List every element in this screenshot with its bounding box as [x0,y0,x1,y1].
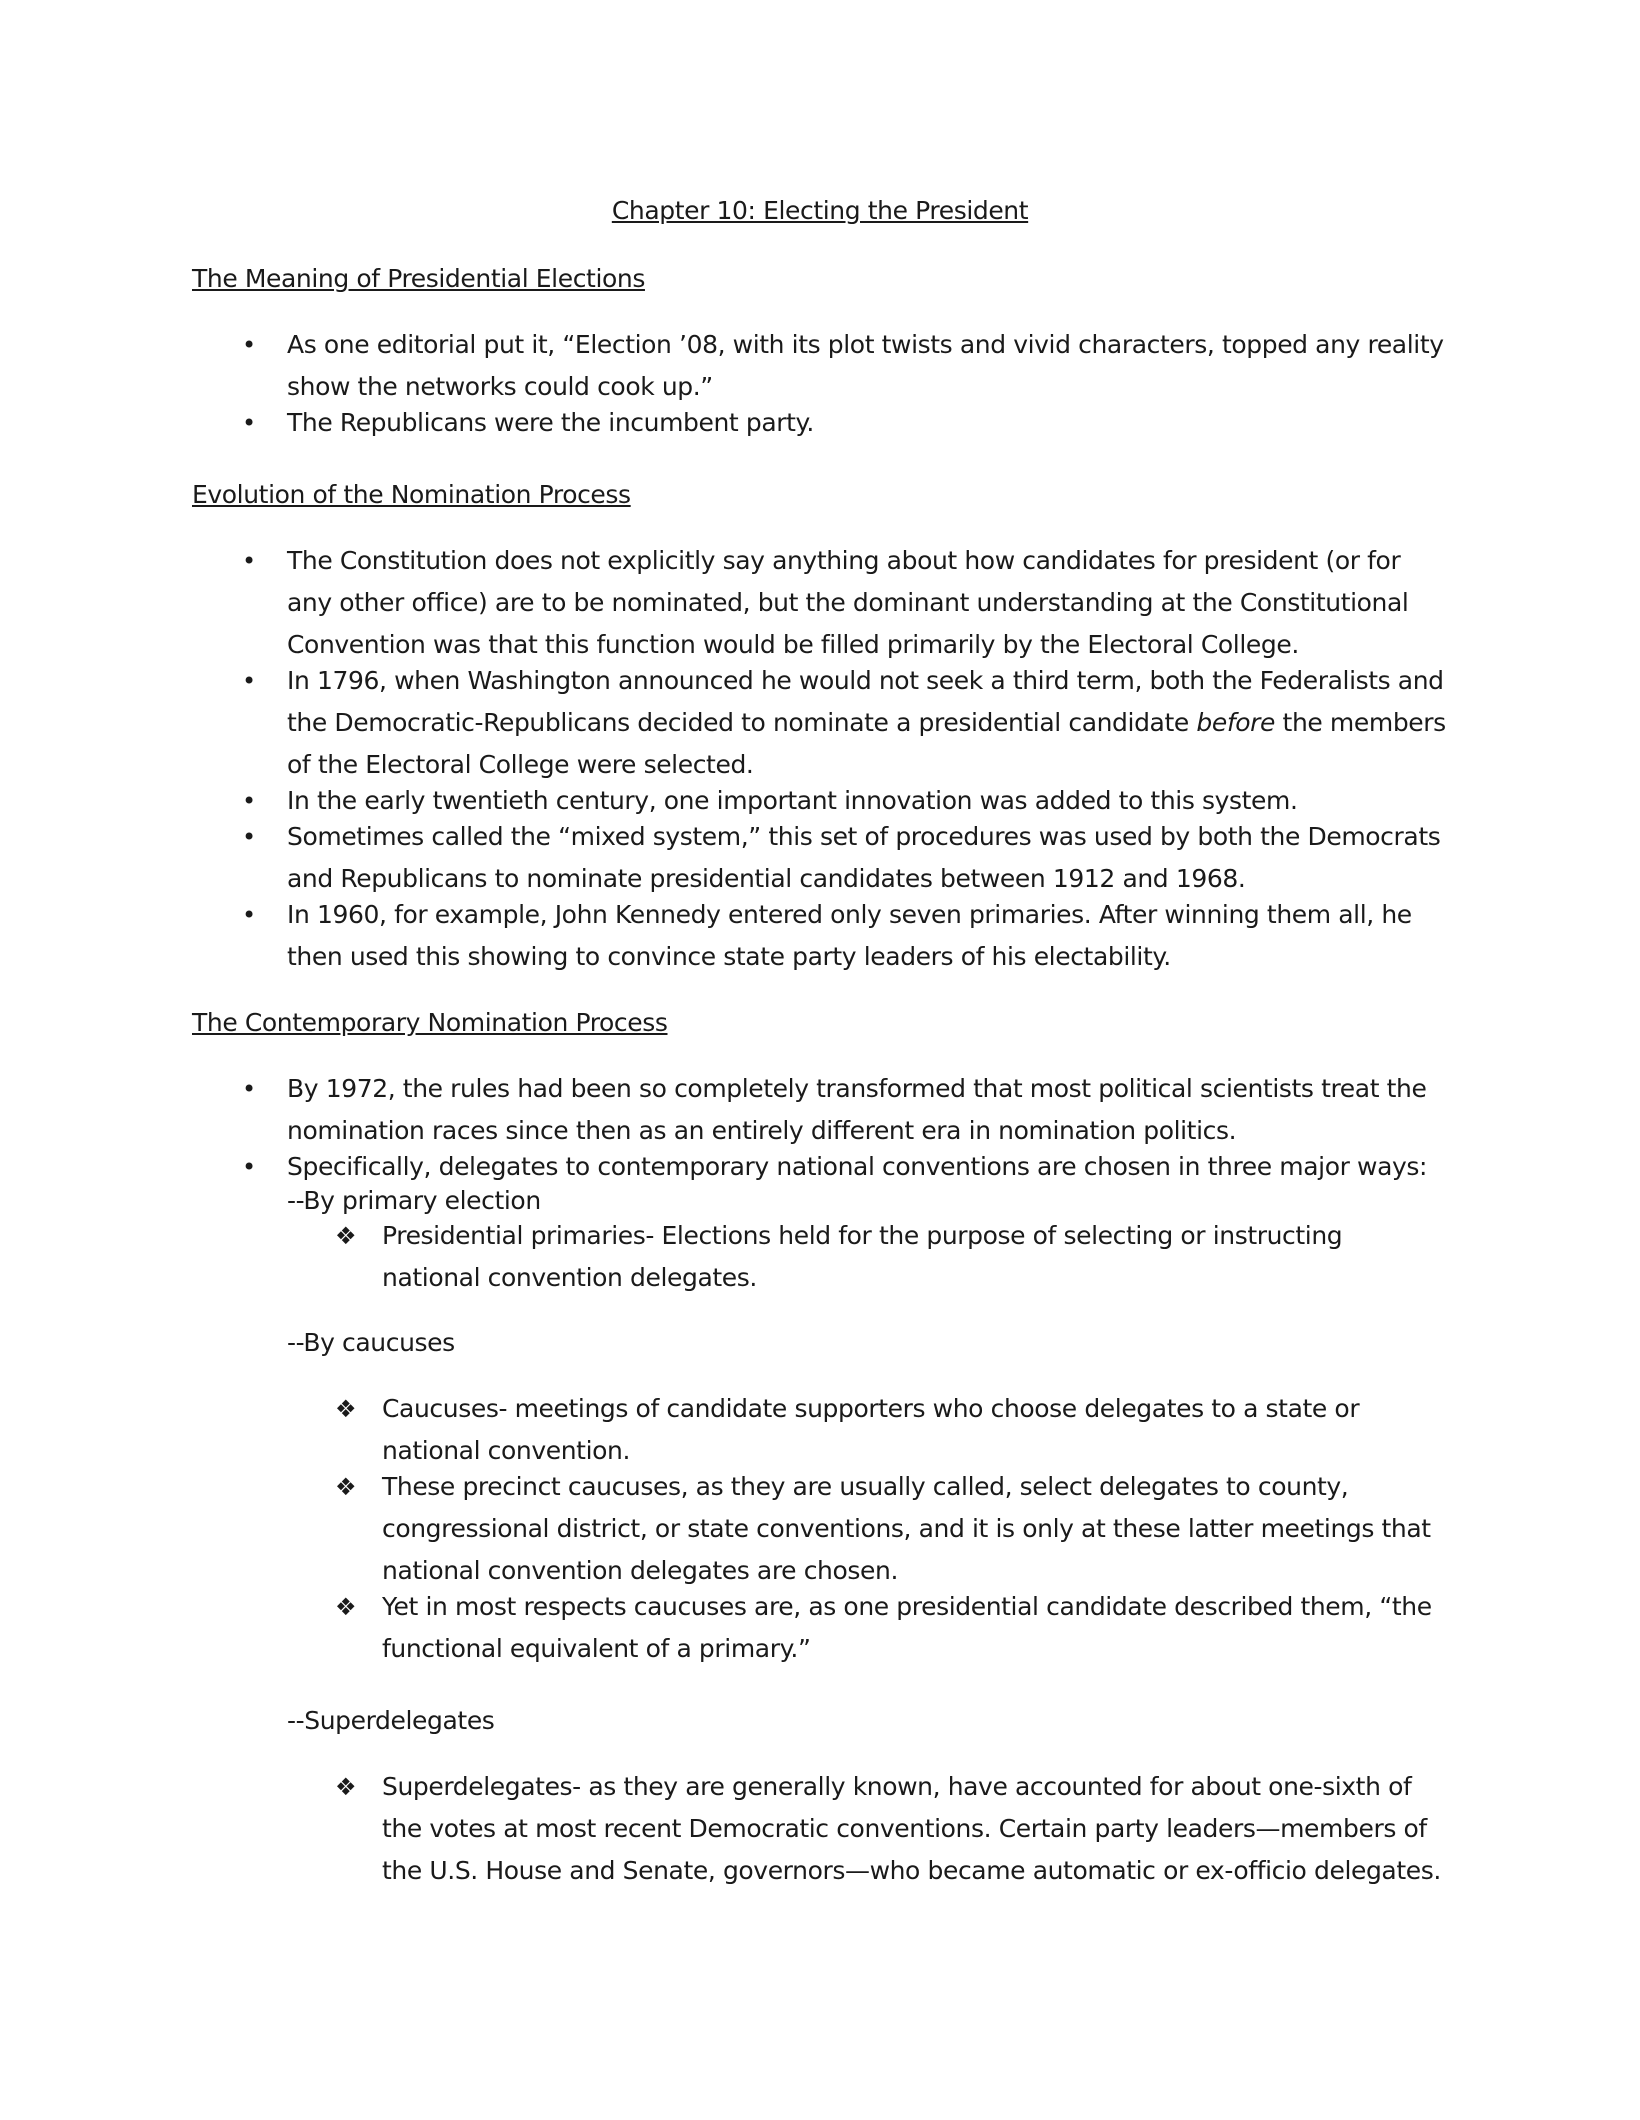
list-item: ❖ Yet in most respects caucuses are, as one presidential candidate described them, “the functional equivalent of a primary.” [287,1586,1447,1670]
bullet-icon: • [242,1153,256,1181]
list-item: ❖ Superdelegates- as they are generally known, have accounted for about one-sixth of the votes at most recent Democratic conventions. Certain party leaders—members of the U.S. House and Senate, governors—who became automatic or ex-officio delegates. [287,1766,1447,1892]
section2-bullet-list [192,540,1452,978]
bullet-icon: • [242,547,256,575]
section-heading-meaning: The Meaning of Presidential Elections [192,264,645,293]
bullet-icon: • [242,331,256,359]
section-heading-evolution: Evolution of the Nomination Process [192,480,631,509]
bullet-icon: • [242,787,256,815]
diamond-bullet-icon: ❖ [335,1593,357,1621]
list-item: ❖ Presidential primaries- Elections held for the purpose of selecting or instructing national convention delegates. [287,1215,1447,1299]
list-item: • Specifically, delegates to contemporary national conventions are chosen in three major ways: [192,1146,1452,1188]
list-item: • The Republicans were the incumbent party. [192,402,1452,444]
subhead-primary-election: --By primary election [287,1186,541,1215]
diamond-bullet-icon: ❖ [335,1222,357,1250]
diamond-bullet-icon: ❖ [335,1473,357,1501]
subhead-superdelegates: --Superdelegates [287,1706,495,1735]
primary-list [287,1215,1447,1299]
list-item: ❖ These precinct caucuses, as they are usually called, select delegates to county, congressional district, or state conventions, and it is only at these latter meetings that national convention delegates are chosen. [287,1466,1447,1592]
list-item: ❖ Caucuses- meetings of candidate supporters who choose delegates to a state or national convention. [287,1388,1447,1472]
superdelegates-list [287,1766,1447,1892]
list-item: • Sometimes called the “mixed system,” this set of procedures was used by both the Democrats and Republicans to nominate presidential candidates between 1912 and 1968. [192,816,1452,900]
bullet-icon: • [242,409,256,437]
diamond-bullet-icon: ❖ [335,1773,357,1801]
diamond-bullet-icon: ❖ [335,1395,357,1423]
subhead-caucuses: --By caucuses [287,1328,455,1357]
caucuses-list [287,1388,1447,1670]
bullet-icon: • [242,823,256,851]
section-heading-contemporary: The Contemporary Nomination Process [192,1008,668,1037]
bullet-icon: • [242,667,256,695]
list-item: • In 1796, when Washington announced he would not seek a third term, both the Federalists and the Democratic-Republicans decided to nominate a presidential candidate before the members of the Electoral College were selected. [192,660,1452,786]
list-item: • In 1960, for example, John Kennedy entered only seven primaries. After winning them all, he then used this showing to convince state party leaders of his electability. [192,894,1452,978]
list-item: • The Constitution does not explicitly say anything about how candidates for president (or for any other office) are to be nominated, but the dominant understanding at the Constitutional Convention was that this function would be filled primarily by the Electoral College. [192,540,1452,666]
chapter-title: Chapter 10: Electing the President [611,196,1029,225]
list-item: • As one editorial put it, “Election ’08, with its plot twists and vivid characters, topped any reality show the networks could cook up.” [192,324,1452,408]
section3-bullet-list [192,1068,1452,1188]
bullet-icon: • [242,901,256,929]
bullet-icon: • [242,1075,256,1103]
section1-bullet-list [192,324,1452,444]
list-item: • By 1972, the rules had been so completely transformed that most political scientists treat the nomination races since then as an entirely different era in nomination politics. [192,1068,1452,1152]
list-item: • In the early twentieth century, one important innovation was added to this system. [192,780,1452,822]
